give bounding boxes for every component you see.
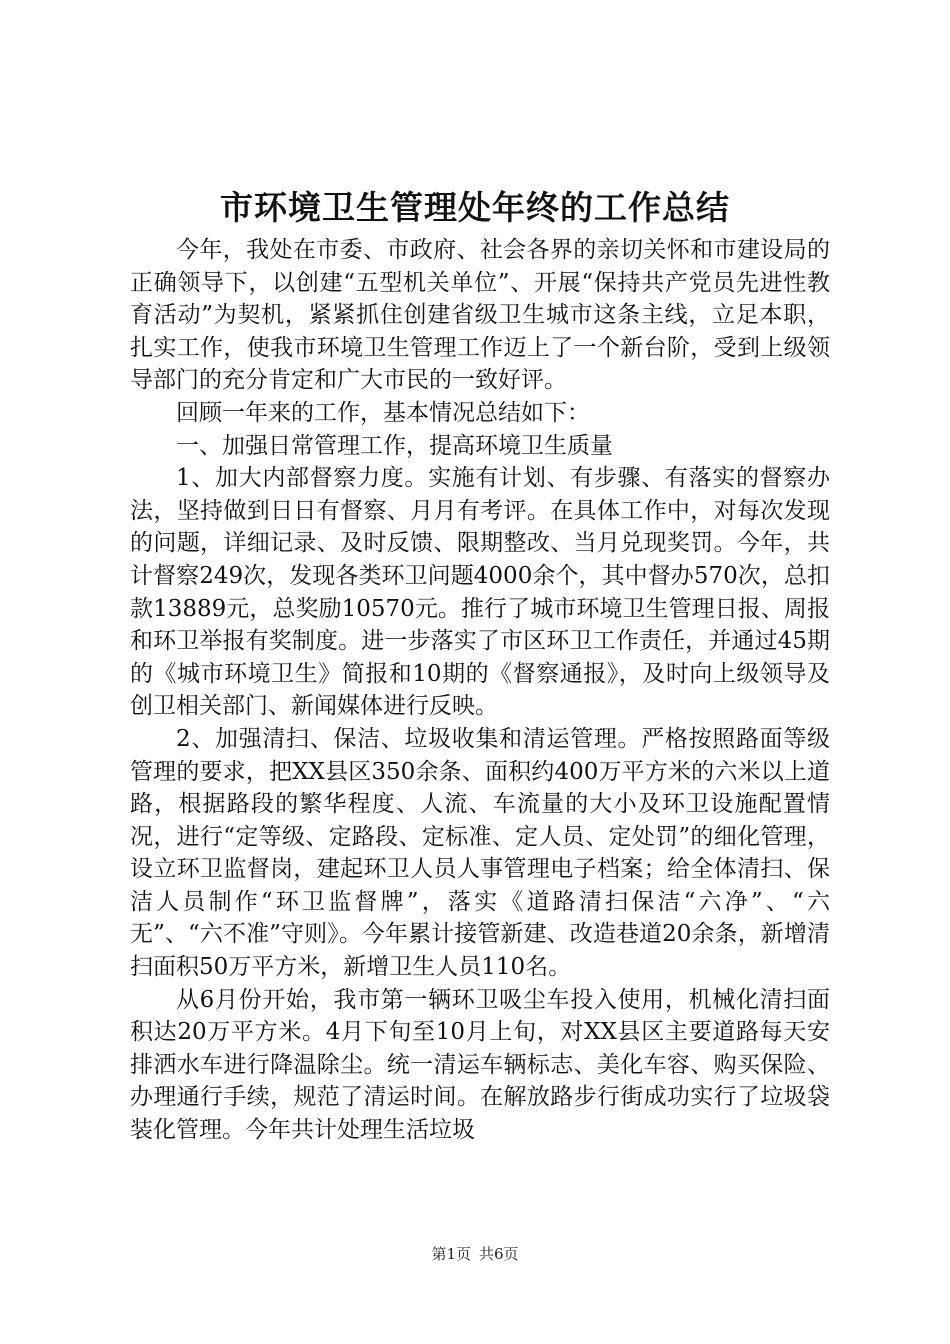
page-footer [0, 1244, 950, 1264]
paragraph-item-2-continued: 从6月份开始，我市第一辆环卫吸尘车投入使用，机械化清扫面积达20万平方米。4月下旬至10月上旬，对XX县区主要道路每天安排洒水车进行降温除尘。统一清运车辆标志、美化车容、购买保险、办理通行手续，规范了清运时间。在解放路步行街成功实行了垃圾袋装化管理。今年共计处理生活垃圾 [130, 986, 830, 1144]
paragraph-item-2: 2、加强清扫、保洁、垃圾收集和清运管理。严格按照路面等级管理的要求，把XX县区350余条、面积约400万平方米的六米以上道路，根据路段的繁华程度、人流、车流量的大小及环卫设施配置情况，进行“定等级、定路段、定标准、定人员、定处罚”的细化管理，设立环卫监督岗，建起环卫人员人事管理电子档案；给全体清扫、保洁人员制作“环卫监督牌”，落实《道路清扫保洁“六净”、“六无”、“六不准”守则》。今年累计接管新建、改造巷道20余条，新增清扫面积50万平方米，新增卫生人员110名。 [130, 725, 830, 981]
section-heading-1: 一、加强日常管理工作，提高环境卫生质量 [176, 432, 613, 459]
paragraph-intro: 今年，我处在市委、市政府、社会各界的亲切关怀和市建设局的正确领导下，以创建“五型机关单位”、开展“保持共产党员先进性教育活动”为契机，紧紧抓住创建省级卫生城市这条主线，立足本职，扎实工作，使我市环境卫生管理工作迈上了一个新台阶，受到上级领导部门的充分肯定和广大市民的一致好评。 [130, 237, 830, 394]
document-title: 市环境卫生管理处年终的工作总结 [220, 188, 730, 227]
document-body [130, 234, 830, 1147]
paragraph-item-1: 1、加大内部督察力度。实施有计划、有步骤、有落实的督察办法，坚持做到日日有督察、月月有考评。在具体工作中，对每次发现的问题，详细记录、及时反馈、限期整改、当月兑现奖罚。今年，共计督察249次，发现各类环卫问题4000余个，其中督办570次，总扣款13889元，总奖励10570元。推行了城市环境卫生管理日报、周报和环卫举报有奖制度。进一步落实了市区环卫工作责任，并通过45期的《城市环境卫生》简报和10期的《督察通报》，及时向上级领导及创卫相关部门、新闻媒体进行反映。 [130, 465, 830, 720]
paragraph-review: 回顾一年来的工作，基本情况总结如下： [176, 399, 590, 426]
page-number: 第1页 [431, 1245, 471, 1263]
page-total: 共6页 [479, 1245, 519, 1263]
